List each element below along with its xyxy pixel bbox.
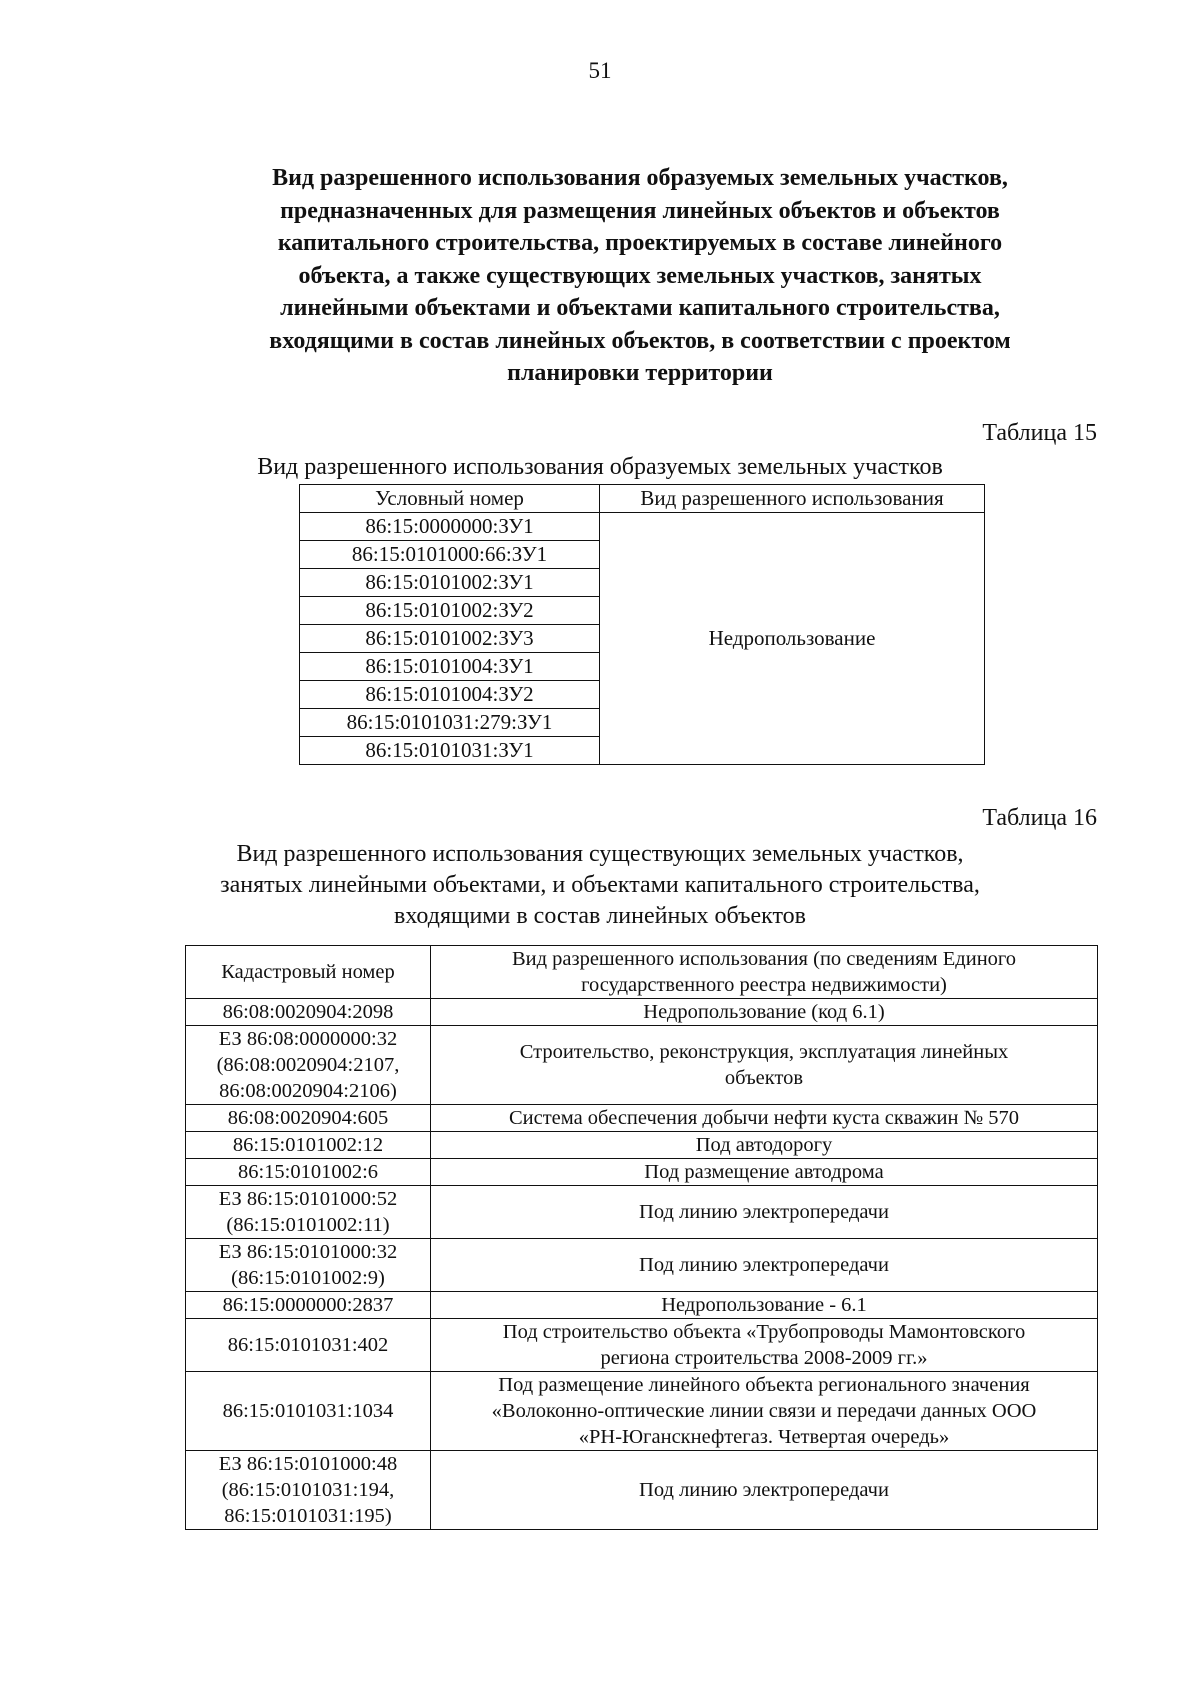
parcel-number-cell: 86:15:0101031:279:ЗУ1 xyxy=(300,709,600,737)
cell-line: ЕЗ 86:08:0000000:32 xyxy=(218,1028,398,1050)
cell-line: 86:15:0101002:6 xyxy=(237,1161,379,1183)
cell-line: «РН-Юганскнефтегаз. Четвертая очередь» xyxy=(578,1426,950,1448)
cell-line: Недропользование (код 6.1) xyxy=(643,1001,885,1023)
table-row xyxy=(186,1105,1098,1132)
permitted-use-cell xyxy=(431,1186,1098,1239)
cadastral-number-cell xyxy=(186,999,431,1026)
table16-caption-line: занятых линейными объектами, и объектами капитального строительства, xyxy=(220,872,980,898)
cell-line: региона строительства 2008-2009 гг.» xyxy=(600,1347,928,1369)
table-row xyxy=(186,1186,1098,1239)
cell-line: 86:08:0020904:2098 xyxy=(222,1001,394,1023)
cell-line: Строительство, реконструкция, эксплуатация линейных xyxy=(519,1041,1009,1063)
parcel-number-cell: 86:15:0101004:ЗУ2 xyxy=(300,681,600,709)
document-title xyxy=(190,162,1090,390)
table-row xyxy=(186,999,1098,1026)
cell-line: 86:08:0020904:2106) xyxy=(219,1080,397,1102)
parcel-number-cell: 86:15:0000000:ЗУ1 xyxy=(300,513,600,541)
table15 xyxy=(299,484,985,765)
permitted-use-cell xyxy=(431,1239,1098,1292)
cadastral-number-cell xyxy=(186,1026,431,1105)
table16-caption-line: входящими в состав линейных объектов xyxy=(394,903,806,929)
document-title-line: линейными объектами и объектами капитального строительства, xyxy=(280,295,1000,321)
table15-label: Таблица 15 xyxy=(982,420,1097,446)
table-row xyxy=(186,1132,1098,1159)
cell-line: Под автодорогу xyxy=(695,1134,833,1156)
cell-line: Под линию электропередачи xyxy=(639,1254,889,1276)
cell-line: 86:15:0101002:12 xyxy=(232,1134,384,1156)
table15-caption xyxy=(0,452,1200,483)
table-row xyxy=(186,1239,1098,1292)
permitted-use-cell xyxy=(431,1159,1098,1186)
table16-body xyxy=(186,999,1098,1530)
permitted-use-cell xyxy=(431,1451,1098,1530)
table-row xyxy=(186,1026,1098,1105)
table-row xyxy=(186,1372,1098,1451)
column-header-number xyxy=(186,946,431,999)
cadastral-number-cell xyxy=(186,1239,431,1292)
cell-line: Под размещение линейного объекта регионального значения xyxy=(498,1374,1030,1396)
permitted-use-cell xyxy=(431,1105,1098,1132)
document-title-line: планировки территории xyxy=(507,360,773,386)
cell-line: Под строительство объекта «Трубопроводы Мамонтовского xyxy=(502,1321,1026,1343)
cadastral-number-cell xyxy=(186,1105,431,1132)
cell-line: 86:15:0000000:2837 xyxy=(222,1294,394,1316)
document-title-line: Вид разрешенного использования образуемых земельных участков, xyxy=(272,165,1008,191)
cell-line: Под линию электропередачи xyxy=(639,1479,889,1501)
cell-line: Система обеспечения добычи нефти куста скважин № 570 xyxy=(508,1107,1020,1129)
merged-use-cell: Недропользование xyxy=(600,513,985,765)
table-header-row xyxy=(186,946,1098,999)
permitted-use-cell xyxy=(431,1372,1098,1451)
table-row xyxy=(186,1319,1098,1372)
table16-label: Таблица 16 xyxy=(982,805,1097,831)
permitted-use-cell xyxy=(431,1026,1098,1105)
table16-caption-line: Вид разрешенного использования существующих земельных участков, xyxy=(236,841,964,867)
document-title-line: входящими в состав линейных объектов, в соответствии с проектом xyxy=(269,327,1011,354)
table16-caption xyxy=(0,839,1200,932)
document-title-line: объекта, а также существующих земельных участков, занятых xyxy=(298,262,982,289)
table-header-row xyxy=(300,485,985,513)
header-line: государственного реестра недвижимости) xyxy=(581,974,947,996)
cadastral-number-cell xyxy=(186,1292,431,1319)
cadastral-number-cell xyxy=(186,1186,431,1239)
cadastral-number-cell xyxy=(186,1159,431,1186)
cell-line: 86:15:0101031:1034 xyxy=(222,1400,394,1422)
cell-line: Под размещение автодрома xyxy=(644,1161,884,1183)
cadastral-number-cell xyxy=(186,1372,431,1451)
cell-line: 86:15:0101031:402 xyxy=(227,1334,389,1356)
cell-line: ЕЗ 86:15:0101000:32 xyxy=(218,1241,398,1263)
column-header-use xyxy=(431,946,1098,999)
permitted-use-cell xyxy=(431,999,1098,1026)
cell-line: 86:08:0020904:605 xyxy=(227,1107,389,1129)
table-row xyxy=(186,1292,1098,1319)
cadastral-number-cell xyxy=(186,1319,431,1372)
permitted-use-cell xyxy=(431,1132,1098,1159)
parcel-number-cell: 86:15:0101031:ЗУ1 xyxy=(300,737,600,765)
table-row xyxy=(300,513,985,541)
parcel-number-cell: 86:15:0101000:66:ЗУ1 xyxy=(300,541,600,569)
cell-line: объектов xyxy=(724,1067,804,1089)
cell-line: (86:15:0101002:9) xyxy=(231,1267,385,1289)
cadastral-number-cell xyxy=(186,1451,431,1530)
page-number: 51 xyxy=(588,58,612,83)
header-line: Вид разрешенного использования (по сведениям Единого xyxy=(511,948,1017,970)
parcel-number-cell: 86:15:0101002:ЗУ3 xyxy=(300,625,600,653)
cell-line: Под линию электропередачи xyxy=(639,1201,889,1223)
cell-line: «Волоконно-оптические линии связи и передачи данных ООО xyxy=(491,1400,1037,1422)
cadastral-number-cell xyxy=(186,1132,431,1159)
permitted-use-cell xyxy=(431,1319,1098,1372)
parcel-number-cell: 86:15:0101002:ЗУ1 xyxy=(300,569,600,597)
table16 xyxy=(185,945,1098,1530)
table-row xyxy=(186,1451,1098,1530)
table-row xyxy=(186,1159,1098,1186)
cell-line: 86:15:0101031:195) xyxy=(224,1505,392,1527)
cell-line: ЕЗ 86:15:0101000:52 xyxy=(218,1188,398,1210)
cell-line: ЕЗ 86:15:0101000:48 xyxy=(218,1453,398,1475)
cell-line: (86:15:0101002:11) xyxy=(226,1214,390,1236)
cell-line: (86:15:0101031:194, xyxy=(221,1479,395,1501)
parcel-number-cell: 86:15:0101004:ЗУ1 xyxy=(300,653,600,681)
cell-line: Недропользование - 6.1 xyxy=(661,1294,867,1316)
document-title-line: капитального строительства, проектируемых в составе линейного xyxy=(277,230,1003,256)
table15-caption-line: Вид разрешенного использования образуемых земельных участков xyxy=(257,454,943,480)
document-title-line: предназначенных для размещения линейных объектов и объектов xyxy=(280,197,1000,224)
column-header-number: Условный номер xyxy=(300,485,600,513)
column-header-use: Вид разрешенного использования xyxy=(600,485,985,513)
permitted-use-cell xyxy=(431,1292,1098,1319)
header-line: Кадастровый номер xyxy=(221,961,395,983)
parcel-number-cell: 86:15:0101002:ЗУ2 xyxy=(300,597,600,625)
cell-line: (86:08:0020904:2107, xyxy=(216,1054,400,1076)
